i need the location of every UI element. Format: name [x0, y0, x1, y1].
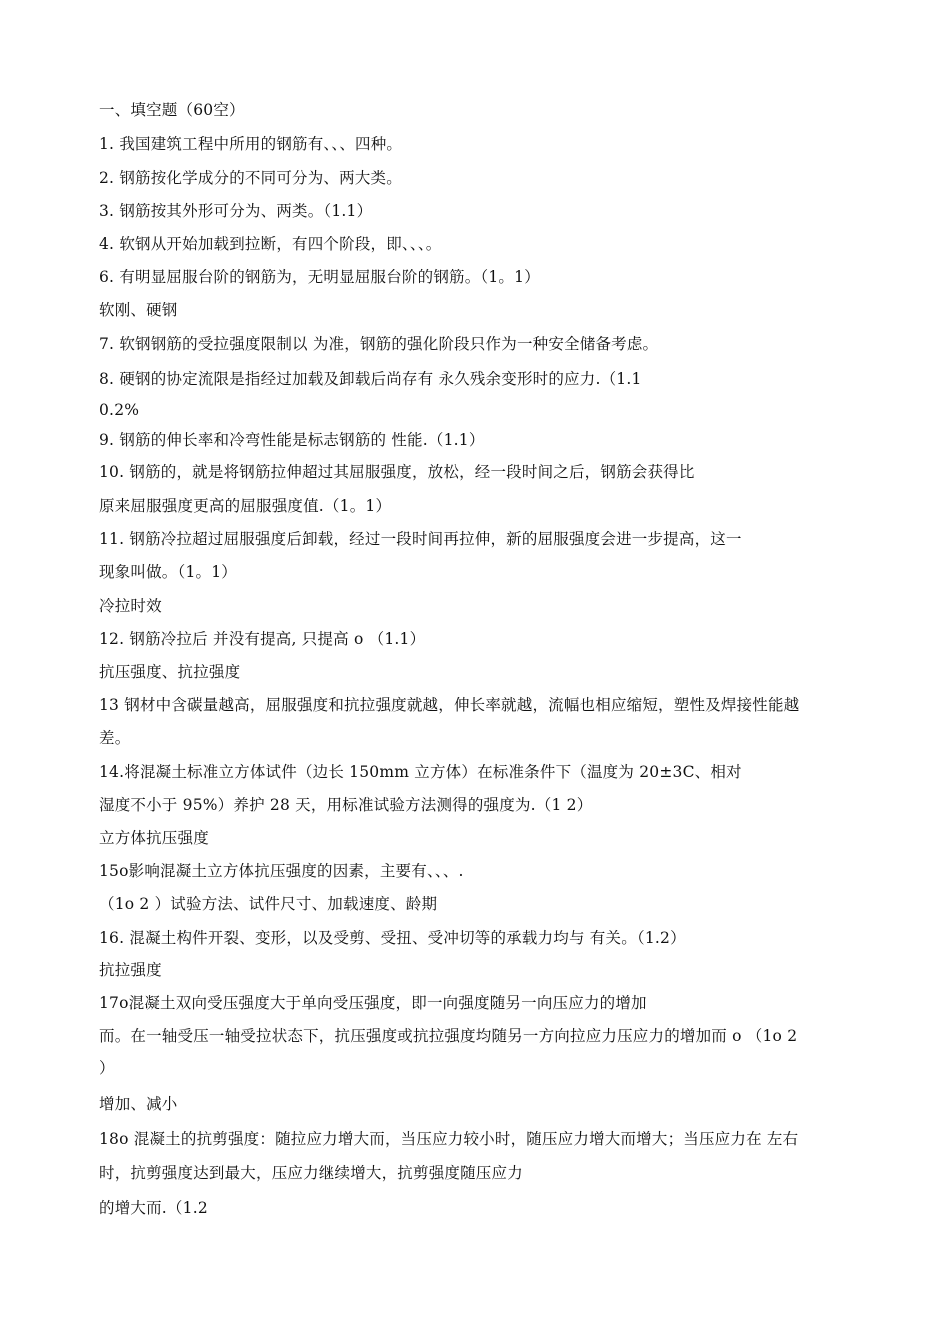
- answer-11: 冷拉时效: [99, 597, 162, 615]
- answer-15: （1o 2 ）试验方法、试件尺寸、加载速度、龄期: [99, 895, 438, 913]
- answer-12: 抗压强度、抗拉强度: [99, 663, 241, 681]
- question-18: 18o 混凝土的抗剪强度：随拉应力增大而，当压应力较小时，随压应力增大而增大；当压应力在 左右: [99, 1130, 799, 1148]
- question-7: 7. 软钢钢筋的受拉强度限制以 为准，钢筋的强化阶段只作为一种安全储备考虑。: [99, 335, 659, 353]
- question-18-end: 的增大而.（1.2: [99, 1199, 208, 1217]
- question-13: 13 钢材中含碳量越高，屈服强度和抗拉强度就越，伸长率就越，流幅也相应缩短，塑性及焊接性能越: [99, 696, 800, 714]
- answer-14: 立方体抗压强度: [99, 829, 209, 847]
- answer-8: 0.2%: [99, 401, 140, 419]
- question-16: 16. 混凝土构件开裂、变形，以及受剪、受扭、受冲切等的承载力均与 有关。（1.2）: [99, 929, 686, 947]
- question-2: 2. 钢筋按化学成分的不同可分为、两大类。: [99, 169, 402, 187]
- question-6: 6. 有明显屈服台阶的钢筋为，无明显屈服台阶的钢筋。（1。1）: [99, 268, 540, 286]
- question-9: 9. 钢筋的伸长率和冷弯性能是标志钢筋的 性能.（1.1）: [99, 431, 485, 449]
- question-8: 8. 硬钢的协定流限是指经过加载及卸载后尚存有 永久残余变形时的应力.（1.1: [99, 370, 642, 388]
- question-13-cont: 差。: [99, 729, 131, 747]
- question-17-cont: 而。在一轴受压一轴受拉状态下，抗压强度或抗拉强度均随另一方向拉应力压应力的增加而 o （1o 2: [99, 1027, 798, 1045]
- question-18-cont: 时，抗剪强度达到最大，压应力继续增大，抗剪强度随压应力: [99, 1164, 523, 1182]
- answer-6: 软刚、硬钢: [99, 301, 178, 319]
- question-12: 12. 钢筋冷拉后 并没有提高, 只提高 o （1.1）: [99, 630, 426, 648]
- question-15: 15o影响混凝土立方体抗压强度的因素，主要有、、、.: [99, 862, 464, 880]
- question-17: 17o混凝土双向受压强度大于单向受压强度，即一向强度随另一向压应力的增加: [99, 994, 647, 1012]
- question-17-end: ）: [99, 1059, 115, 1077]
- question-14: 14.将混凝土标准立方体试件（边长 150mm 立方体）在标准条件下（温度为 20±3C、相对: [99, 763, 742, 781]
- question-3: 3. 钢筋按其外形可分为、两类。（1.1）: [99, 202, 373, 220]
- section-heading: 一、填空题（60空）: [99, 101, 245, 119]
- question-10-cont: 原来屈服强度更高的屈服强度值.（1。1）: [99, 497, 392, 515]
- question-1: 1. 我国建筑工程中所用的钢筋有、、、四种。: [99, 135, 403, 153]
- question-14-cont: 湿度不小于 95%）养护 28 天，用标准试验方法测得的强度为.（1 2）: [99, 796, 593, 814]
- question-11: 11. 钢筋冷拉超过屈服强度后卸载，经过一段时间再拉伸，新的屈服强度会进一步提高，这一: [99, 530, 742, 548]
- question-11-cont: 现象叫做。（1。1）: [99, 563, 237, 581]
- question-4: 4. 软钢从开始加载到拉断，有四个阶段，即、、、。: [99, 235, 442, 253]
- answer-16: 抗拉强度: [99, 961, 162, 979]
- answer-17: 增加、减小: [99, 1095, 178, 1113]
- question-10: 10. 钢筋的，就是将钢筋拉伸超过其屈服强度，放松，经一段时间之后，钢筋会获得比: [99, 463, 695, 481]
